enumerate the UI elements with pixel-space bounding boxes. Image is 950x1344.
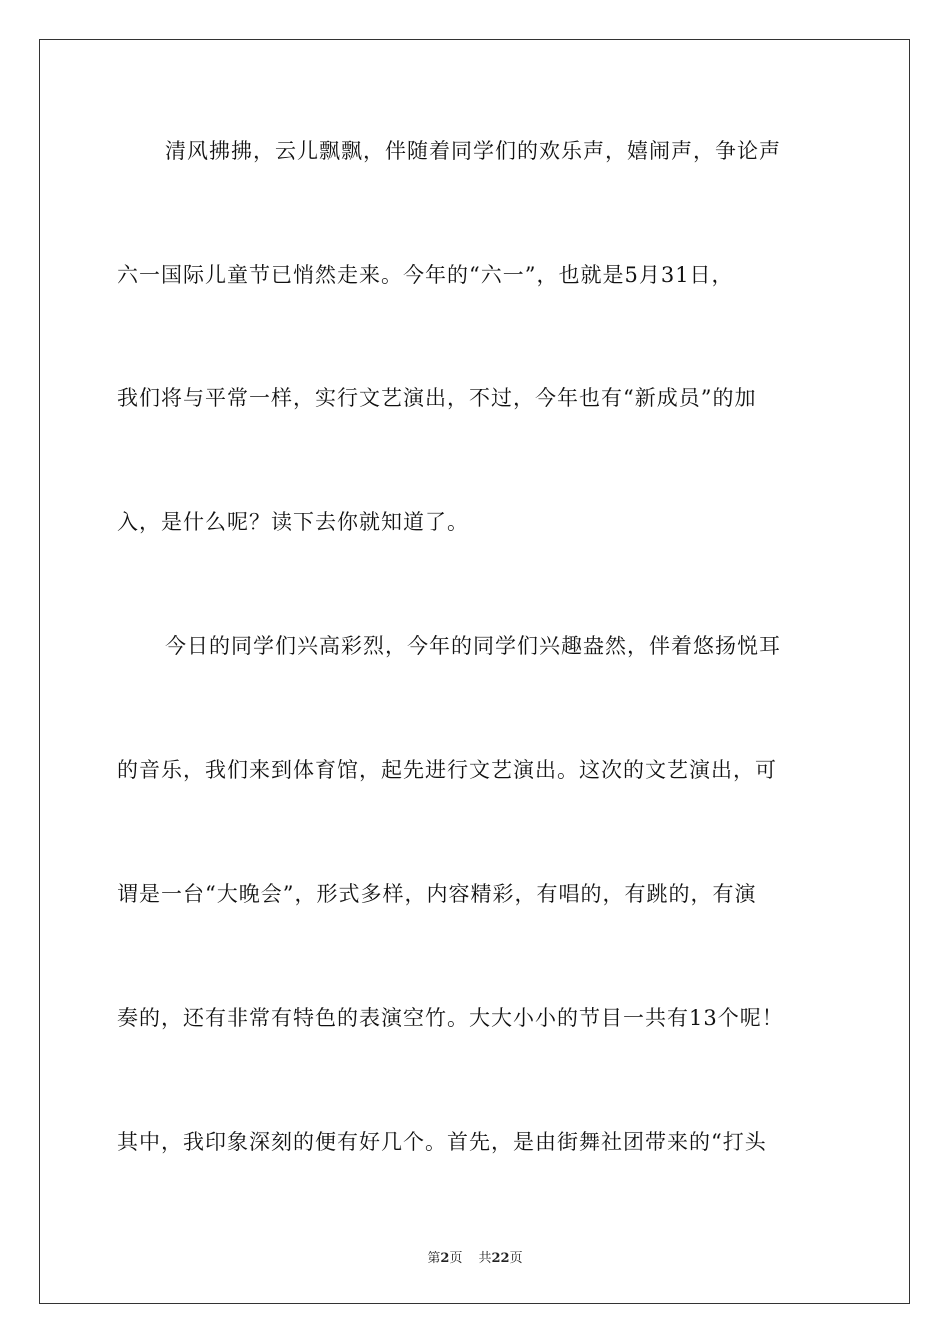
paragraph-2-line-1: 今日的同学们兴高彩烈，今年的同学们兴趣盎然，伴着悠扬悦耳	[165, 634, 781, 658]
page-frame	[39, 39, 910, 1304]
paragraph-1-line-2: 六一国际儿童节已悄然走来。今年的“六一”，也就是5月31日，	[117, 263, 734, 287]
paragraph-2-line-3: 谓是一台“大晚会”，形式多样，内容精彩，有唱的，有跳的，有演	[117, 882, 757, 906]
footer-page-prefix: 第	[427, 1251, 441, 1266]
paragraph-2-line-5: 其中，我印象深刻的便有好几个。首先，是由街舞社团带来的“打头	[117, 1130, 767, 1154]
footer-page-number: 2	[440, 1251, 450, 1266]
footer-total-suffix: 页	[509, 1251, 523, 1266]
footer-total-prefix: 共	[478, 1251, 492, 1266]
paragraph-1-line-3: 我们将与平常一样，实行文艺演出，不过，今年也有“新成员”的加	[117, 386, 757, 410]
paragraph-1-line-1: 清风拂拂，云儿飘飘，伴随着同学们的欢乐声，嬉闹声，争论声	[165, 139, 781, 163]
paragraph-1-line-4: 入，是什么呢？读下去你就知道了。	[117, 510, 469, 534]
paragraph-2-line-2: 的音乐，我们来到体育馆，起先进行文艺演出。这次的文艺演出，可	[117, 758, 777, 782]
footer-total-number: 22	[491, 1251, 510, 1266]
page-footer	[0, 1247, 950, 1266]
footer-page-suffix: 页	[449, 1251, 463, 1266]
paragraph-2-line-4: 奏的，还有非常有特色的表演空竹。大大小小的节目一共有13个呢！	[117, 1006, 784, 1030]
